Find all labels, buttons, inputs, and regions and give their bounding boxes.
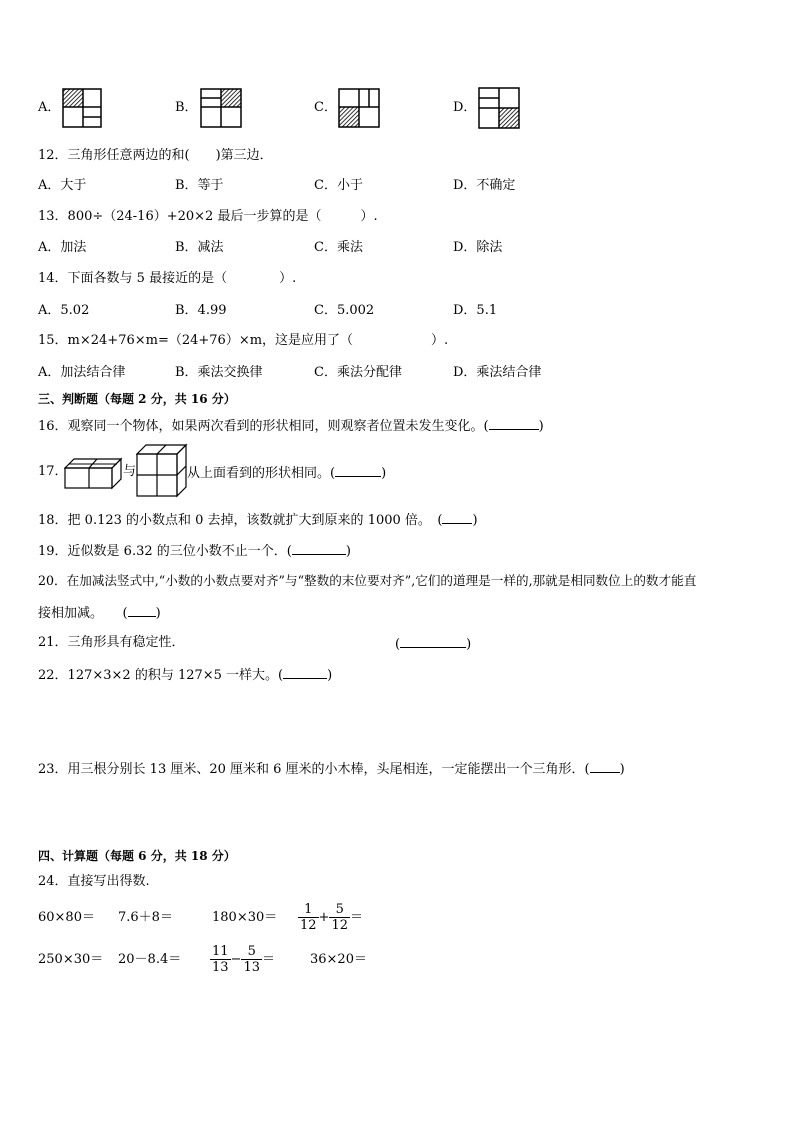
q17-stem: 从上面看到的形状相同。( bbox=[187, 466, 336, 481]
q13-option-a: A．加法 bbox=[38, 240, 87, 255]
q22-close: ) bbox=[327, 668, 333, 683]
q14-option-d: D．5.1 bbox=[453, 303, 498, 318]
q22 bbox=[38, 666, 332, 684]
q11-option-b-figure bbox=[200, 88, 242, 132]
q11-option-a-letter: A． bbox=[38, 100, 61, 115]
q23 bbox=[38, 760, 625, 778]
q24-item-1: 60×80＝ bbox=[38, 910, 95, 925]
q21-stem: 21．三角形具有稳定性． bbox=[38, 635, 185, 650]
q20-line-2 bbox=[38, 604, 161, 622]
q13-option-b: B．减法 bbox=[175, 240, 224, 255]
q24-item-6: 20－8.4＝ bbox=[118, 952, 182, 967]
q21-close: ) bbox=[466, 637, 472, 652]
q21-answer bbox=[395, 635, 471, 653]
q18-stem: 18．把 0.123 的小数点和 0 去掉，该数就扩大到原来的 1000 倍。 ( bbox=[38, 513, 443, 528]
q15-stem: 15．m×24+76×m=（24+76）×m，这是应用了（ ）. bbox=[38, 333, 449, 348]
q19-close: ) bbox=[345, 544, 351, 559]
q14-stem: 14．下面各数与 5 最接近的是（ ）. bbox=[38, 271, 297, 286]
q14-option-b: B．4.99 bbox=[175, 303, 227, 318]
q16-close: ) bbox=[538, 419, 544, 434]
q14-option-c: C．5.002 bbox=[314, 303, 375, 318]
q12-option-c: C．小于 bbox=[314, 178, 363, 193]
q13-stem: 13．800÷（24-16）+20×2 最后一步算的是（ ）. bbox=[38, 209, 378, 224]
q17-middle-text: 与 bbox=[123, 464, 137, 479]
q11-option-b-letter: B． bbox=[175, 100, 198, 115]
q18-close: ) bbox=[472, 513, 478, 528]
q23-stem: 23．用三根分别长 13 厘米、20 厘米和 6 厘米的小木棒，头尾相连，一定能摆出一个三角形．( bbox=[38, 762, 590, 777]
section-4-title: 四、计算题（每题 6 分，共 18 分） bbox=[38, 849, 236, 863]
q16-stem: 16．观察同一个物体，如果两次看到的形状相同，则观察者位置未发生变化。( bbox=[38, 419, 489, 434]
q24-stem: 24．直接写出得数. bbox=[38, 874, 150, 889]
q12-stem: 12．三角形任意两边的和( )第三边． bbox=[38, 148, 273, 163]
q20-close: ) bbox=[155, 606, 161, 621]
q15-option-a: A．加法结合律 bbox=[38, 365, 126, 380]
q24-item-4-fraction-1: $\frac{1}{12}$ bbox=[300, 902, 317, 933]
q24-item-3: 180×30＝ bbox=[212, 910, 278, 925]
q11-option-d-figure bbox=[478, 87, 520, 133]
q17-close: ) bbox=[381, 466, 387, 481]
q20-stem: 接相加减。 ( bbox=[38, 606, 128, 621]
q20-line-1: 20．在加减法竖式中,“小数的小数点要对齐”与“整数的末位要对齐”,它们的道理是一样的,那就是相同数位上的数才能直 bbox=[38, 573, 697, 588]
q24-item-2: 7.6＋8＝ bbox=[118, 910, 173, 925]
q19-stem: 19．近似数是 6.32 的三位小数不止一个．( bbox=[38, 544, 292, 559]
q17-number: 17． bbox=[38, 464, 68, 479]
q16-answer-blank[interactable] bbox=[489, 417, 539, 430]
q12-option-a: A．大于 bbox=[38, 178, 87, 193]
q13-option-d: D．除法 bbox=[453, 240, 503, 255]
q16 bbox=[38, 417, 544, 435]
section-3-title: 三、判断题（每题 2 分，共 16 分） bbox=[38, 392, 236, 406]
q12-option-d: D．不确定 bbox=[453, 178, 516, 193]
q17 bbox=[187, 464, 386, 482]
q12-option-b: B．等于 bbox=[175, 178, 224, 193]
q15-option-d: D．乘法结合律 bbox=[453, 365, 542, 380]
q21-open: ( bbox=[395, 637, 401, 652]
q21-answer-blank[interactable] bbox=[400, 635, 466, 648]
q18 bbox=[38, 511, 478, 529]
q22-answer-blank[interactable] bbox=[283, 666, 327, 679]
q11-option-c-figure bbox=[338, 88, 380, 132]
q14-option-a: A．5.02 bbox=[38, 303, 90, 318]
q15-option-b: B．乘法交换律 bbox=[175, 365, 263, 380]
q18-answer-blank[interactable] bbox=[442, 511, 472, 524]
q11-option-c-letter: C． bbox=[314, 100, 337, 115]
q13-option-c: C．乘法 bbox=[314, 240, 363, 255]
q24-item-7-fraction-1: $\frac{11}{13}$ bbox=[212, 944, 229, 975]
q20-answer-blank[interactable] bbox=[128, 604, 156, 617]
q11-option-a-figure bbox=[62, 88, 102, 132]
q24-item-4-fraction-2: $\frac{5}{12}$ bbox=[331, 902, 348, 933]
q19-answer-blank[interactable] bbox=[292, 542, 346, 555]
q24-item-8: 36×20＝ bbox=[310, 952, 367, 967]
q23-close: ) bbox=[619, 762, 625, 777]
q24-item-4: $\frac{1}{12}$ + $\frac{5}{12}$ ＝ bbox=[300, 902, 364, 933]
q23-answer-blank[interactable] bbox=[590, 760, 620, 773]
q19 bbox=[38, 542, 351, 560]
q17-answer-blank[interactable] bbox=[335, 464, 381, 477]
q24-item-7: $\frac{11}{13}$ − $\frac{5}{13}$ ＝ bbox=[212, 944, 276, 975]
q17-figure-right bbox=[136, 442, 188, 502]
q15-option-c: C．乘法分配律 bbox=[314, 365, 402, 380]
q24-item-5: 250×30＝ bbox=[38, 952, 104, 967]
q17-figure-left bbox=[64, 452, 124, 494]
q11-option-d-letter: D． bbox=[453, 100, 477, 115]
q24-item-7-fraction-2: $\frac{5}{13}$ bbox=[243, 944, 260, 975]
q22-stem: 22．127×3×2 的积与 127×5 一样大。( bbox=[38, 668, 284, 683]
